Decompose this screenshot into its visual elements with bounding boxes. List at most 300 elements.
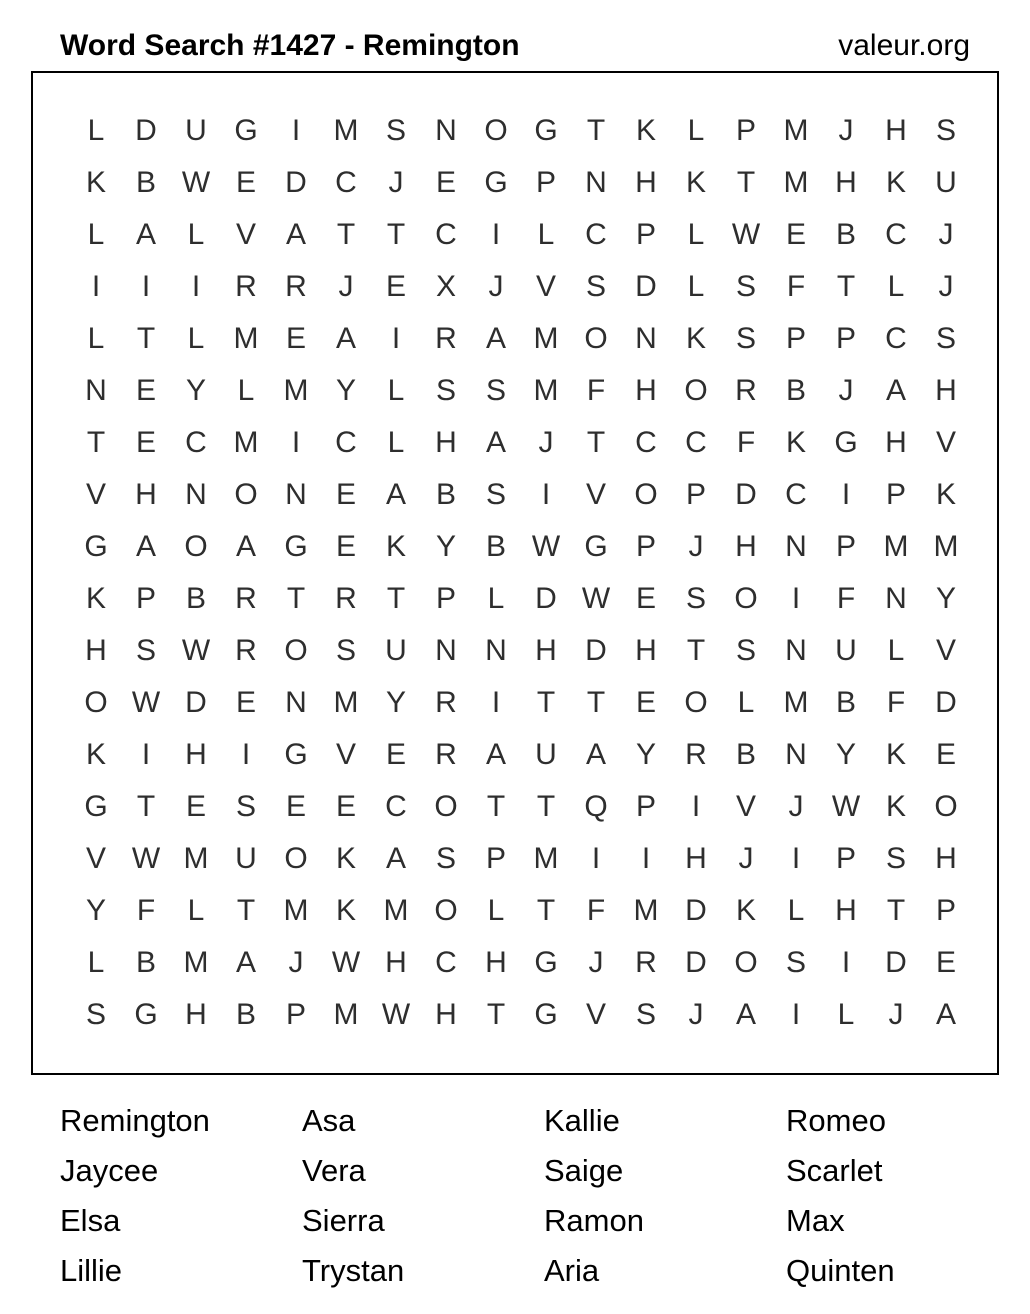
grid-letter: O [934,790,958,823]
grid-letter: E [235,166,256,199]
grid-letter: M [333,686,359,719]
grid-letter: D [685,946,707,979]
grid-letter: I [91,270,101,303]
grid-letter: C [885,218,907,251]
grid-letter: L [87,218,105,251]
grid-letter: V [585,478,606,511]
grid-letter: H [85,634,107,667]
grid-letter: A [235,530,256,563]
grid-letter: O [484,114,508,147]
grid-letter: T [286,582,306,615]
word-list-item: Romeo [786,1103,886,1138]
word-list-item: Scarlet [786,1153,883,1188]
grid-letter: I [691,790,701,823]
grid-letter: D [285,166,307,199]
grid-letter: G [234,114,258,147]
grid-letter: R [635,946,657,979]
grid-letter: L [87,946,105,979]
grid-letter: L [237,374,255,407]
grid-letter: G [84,790,108,823]
grid-letter: O [434,790,458,823]
grid-letter: V [535,270,556,303]
grid-letter: G [484,166,508,199]
grid-letter: I [791,582,801,615]
grid-letter: K [335,894,356,927]
word-list-item: Vera [302,1153,366,1188]
grid-letter: F [786,270,806,303]
grid-letter: E [285,790,306,823]
grid-letter: L [687,270,705,303]
grid-letter: A [885,374,906,407]
grid-letter: N [485,634,507,667]
grid-letter: J [888,998,904,1031]
grid-letter: E [935,738,956,771]
grid-letter: O [584,322,608,355]
grid-letter: H [535,634,557,667]
grid-letter: W [581,582,611,615]
grid-letter: A [385,842,406,875]
grid-letter: E [635,582,656,615]
grid-letter: M [283,894,309,927]
grid-letter: O [684,374,708,407]
grid-letter: C [885,322,907,355]
grid-letter: S [735,634,756,667]
letter-grid-frame [31,71,999,1075]
grid-letter: F [586,894,606,927]
grid-letter: U [185,114,207,147]
grid-letter: H [735,530,757,563]
grid-letter: N [585,166,607,199]
grid-letter: P [635,790,656,823]
grid-letter: O [234,478,258,511]
word-list-item: Sierra [302,1203,385,1238]
grid-letter: U [385,634,407,667]
grid-letter: T [586,686,606,719]
grid-letter: Y [85,894,106,927]
grid-letter: W [531,530,561,563]
grid-letter: S [935,114,956,147]
grid-letter: M [283,374,309,407]
grid-letter: W [131,842,161,875]
grid-letter: A [485,322,506,355]
grid-letter: A [285,218,306,251]
grid-letter: D [535,582,557,615]
grid-letter: B [785,374,806,407]
grid-letter: P [635,218,656,251]
grid-letter: N [285,686,307,719]
grid-letter: J [388,166,404,199]
grid-letter: L [87,114,105,147]
grid-letter: M [783,166,809,199]
grid-letter: Q [584,790,608,823]
word-list-item: Saige [544,1153,624,1188]
grid-letter: J [788,790,804,823]
grid-letter: M [883,530,909,563]
grid-letter: M [183,946,209,979]
grid-letter: Y [935,582,956,615]
grid-letter: T [136,322,156,355]
grid-letter: K [685,166,706,199]
grid-letter: I [791,842,801,875]
grid-letter: E [285,322,306,355]
grid-letter: A [485,738,506,771]
grid-letter: I [241,738,251,771]
grid-letter: M [333,998,359,1031]
grid-letter: S [485,478,506,511]
grid-letter: J [588,946,604,979]
grid-letter: A [335,322,356,355]
grid-letter: A [385,478,406,511]
grid-letter: L [187,218,205,251]
grid-letter: H [385,946,407,979]
grid-letter: O [684,686,708,719]
grid-letter: S [435,374,456,407]
grid-letter: C [585,218,607,251]
grid-letter: I [141,738,151,771]
grid-letter: M [183,842,209,875]
grid-letter: I [291,114,301,147]
grid-letter: G [134,998,158,1031]
grid-letter: N [785,634,807,667]
grid-letter: G [84,530,108,563]
grid-letter: R [685,738,707,771]
grid-letter: P [135,582,156,615]
grid-letter: H [635,374,657,407]
grid-letter: R [235,634,257,667]
grid-letter: I [591,842,601,875]
grid-letter: S [735,322,756,355]
grid-letter: P [285,998,306,1031]
grid-letter: D [685,894,707,927]
grid-letter: H [135,478,157,511]
grid-letter: M [533,322,559,355]
word-list-item: Aria [544,1253,600,1288]
grid-letter: A [135,218,156,251]
grid-letter: V [235,218,256,251]
grid-letter: O [84,686,108,719]
grid-letter: L [537,218,555,251]
grid-letter: P [835,322,856,355]
grid-letter: M [533,842,559,875]
grid-letter: C [635,426,657,459]
grid-letter: S [635,998,656,1031]
grid-letter: O [184,530,208,563]
grid-letter: I [191,270,201,303]
grid-letter: Y [835,738,856,771]
grid-letter: T [686,634,706,667]
grid-letter: K [335,842,356,875]
grid-letter: W [731,218,761,251]
word-list-item: Lillie [60,1253,123,1288]
grid-letter: N [85,374,107,407]
grid-letter: M [783,114,809,147]
grid-letter: N [185,478,207,511]
grid-letter: R [235,270,257,303]
grid-letter: L [387,426,405,459]
grid-letter: V [585,998,606,1031]
grid-letter: H [685,842,707,875]
grid-letter: P [885,478,906,511]
grid-letter: G [284,530,308,563]
site-name: valeur.org [838,29,970,62]
grid-letter: H [485,946,507,979]
grid-letter: J [938,270,954,303]
grid-letter: V [335,738,356,771]
grid-letter: T [486,998,506,1031]
grid-letter: X [435,270,456,303]
grid-letter: F [736,426,756,459]
grid-letter: J [338,270,354,303]
grid-letter: E [635,686,656,719]
grid-letter: U [235,842,257,875]
grid-letter: E [935,946,956,979]
grid-letter: W [381,998,411,1031]
grid-letter: J [488,270,504,303]
grid-letter: F [886,686,906,719]
grid-letter: T [86,426,106,459]
grid-letter: M [233,426,259,459]
grid-letter: M [233,322,259,355]
grid-letter: G [584,530,608,563]
grid-letter: K [785,426,806,459]
grid-letter: N [435,634,457,667]
grid-letter: M [333,114,359,147]
grid-letter: A [135,530,156,563]
grid-letter: E [335,790,356,823]
grid-letter: Y [335,374,356,407]
grid-letter: K [885,166,906,199]
grid-letter: G [534,946,558,979]
grid-letter: L [487,894,505,927]
grid-letter: K [685,322,706,355]
grid-letter: R [235,582,257,615]
grid-letter: E [385,270,406,303]
grid-letter: H [935,374,957,407]
grid-letter: R [435,738,457,771]
grid-letter: N [635,322,657,355]
grid-letter: W [331,946,361,979]
grid-letter: G [834,426,858,459]
grid-letter: J [538,426,554,459]
grid-letter: I [841,946,851,979]
grid-letter: K [885,790,906,823]
grid-letter: T [336,218,356,251]
grid-letter: M [783,686,809,719]
letter-grid [71,105,971,1041]
grid-letter: T [236,894,256,927]
grid-letter: E [385,738,406,771]
grid-letter: T [386,218,406,251]
grid-letter: P [935,894,956,927]
grid-letter: J [688,530,704,563]
grid-letter: E [335,530,356,563]
grid-letter: T [736,166,756,199]
grid-letter: A [235,946,256,979]
grid-letter: P [485,842,506,875]
grid-letter: T [586,114,606,147]
grid-letter: N [285,478,307,511]
grid-letter: S [85,998,106,1031]
grid-letter: B [235,998,256,1031]
grid-letter: L [487,582,505,615]
grid-letter: K [85,738,106,771]
grid-letter: L [387,374,405,407]
grid-letter: P [635,530,656,563]
grid-letter: G [534,998,558,1031]
grid-letter: F [586,374,606,407]
grid-letter: I [841,478,851,511]
grid-letter: P [535,166,556,199]
grid-letter: R [735,374,757,407]
grid-letter: K [635,114,656,147]
grid-letter: S [135,634,156,667]
grid-letter: O [734,582,758,615]
grid-letter: A [485,426,506,459]
grid-letter: P [835,842,856,875]
grid-letter: H [635,634,657,667]
grid-letter: V [735,790,756,823]
grid-letter: L [687,218,705,251]
grid-letter: I [491,686,501,719]
grid-letter: U [935,166,957,199]
grid-letter: S [735,270,756,303]
grid-letter: S [435,842,456,875]
grid-letter: H [185,998,207,1031]
grid-letter: M [933,530,959,563]
grid-letter: D [735,478,757,511]
grid-letter: V [85,478,106,511]
grid-letter: H [185,738,207,771]
grid-letter: E [335,478,356,511]
grid-letter: O [284,634,308,667]
grid-letter: G [284,738,308,771]
grid-letter: B [135,946,156,979]
grid-letter: T [536,790,556,823]
grid-letter: H [835,894,857,927]
grid-letter: L [687,114,705,147]
grid-letter: J [738,842,754,875]
grid-letter: J [938,218,954,251]
grid-letter: L [87,322,105,355]
grid-letter: I [141,270,151,303]
grid-letter: C [385,790,407,823]
grid-letter: T [886,894,906,927]
grid-letter: M [383,894,409,927]
word-list-item: Quinten [786,1253,895,1288]
grid-letter: J [838,374,854,407]
grid-letter: I [491,218,501,251]
grid-letter: W [831,790,861,823]
grid-letter: P [835,530,856,563]
grid-letter: T [586,426,606,459]
grid-letter: E [185,790,206,823]
grid-letter: E [135,426,156,459]
grid-letter: A [735,998,756,1031]
word-list [60,1096,1000,1296]
grid-letter: O [284,842,308,875]
word-list-item: Max [786,1203,845,1238]
grid-letter: K [935,478,956,511]
grid-letter: S [385,114,406,147]
grid-letter: C [785,478,807,511]
puzzle-title: Word Search #1427 - Remington [60,29,520,62]
grid-letter: R [435,322,457,355]
grid-letter: I [391,322,401,355]
grid-letter: T [136,790,156,823]
grid-letter: O [434,894,458,927]
grid-letter: V [935,634,956,667]
grid-letter: S [235,790,256,823]
grid-letter: O [634,478,658,511]
grid-letter: H [885,426,907,459]
grid-letter: R [335,582,357,615]
grid-letter: P [685,478,706,511]
grid-letter: H [435,998,457,1031]
grid-letter: D [585,634,607,667]
grid-letter: F [136,894,156,927]
grid-letter: S [785,946,806,979]
grid-letter: V [85,842,106,875]
grid-letter: E [785,218,806,251]
grid-letter: A [585,738,606,771]
grid-letter: C [335,426,357,459]
grid-letter: V [935,426,956,459]
grid-letter: B [185,582,206,615]
grid-letter: L [187,894,205,927]
grid-letter: T [486,790,506,823]
grid-letter: K [85,582,106,615]
grid-letter: G [534,114,558,147]
grid-letter: C [185,426,207,459]
grid-letter: D [885,946,907,979]
grid-letter: C [685,426,707,459]
grid-letter: H [835,166,857,199]
grid-letter: H [435,426,457,459]
grid-letter: B [835,686,856,719]
grid-letter: D [635,270,657,303]
grid-letter: F [836,582,856,615]
grid-letter: O [734,946,758,979]
grid-letter: S [335,634,356,667]
grid-letter: H [635,166,657,199]
grid-letter: M [533,374,559,407]
grid-letter: S [685,582,706,615]
word-list-item: Elsa [60,1203,121,1238]
grid-letter: L [187,322,205,355]
grid-letter: I [541,478,551,511]
word-list-item: Jaycee [60,1153,159,1188]
grid-letter: U [535,738,557,771]
grid-letter: C [435,218,457,251]
grid-letter: S [485,374,506,407]
grid-letter: L [887,634,905,667]
grid-letter: N [785,530,807,563]
grid-letter: W [181,166,211,199]
grid-letter: T [836,270,856,303]
grid-letter: A [935,998,956,1031]
grid-letter: Y [385,686,406,719]
grid-letter: I [791,998,801,1031]
grid-letter: P [435,582,456,615]
grid-letter: Y [185,374,206,407]
grid-letter: D [185,686,207,719]
grid-letter: L [737,686,755,719]
grid-letter: W [181,634,211,667]
grid-letter: N [885,582,907,615]
grid-letter: B [735,738,756,771]
grid-letter: J [688,998,704,1031]
grid-letter: U [835,634,857,667]
